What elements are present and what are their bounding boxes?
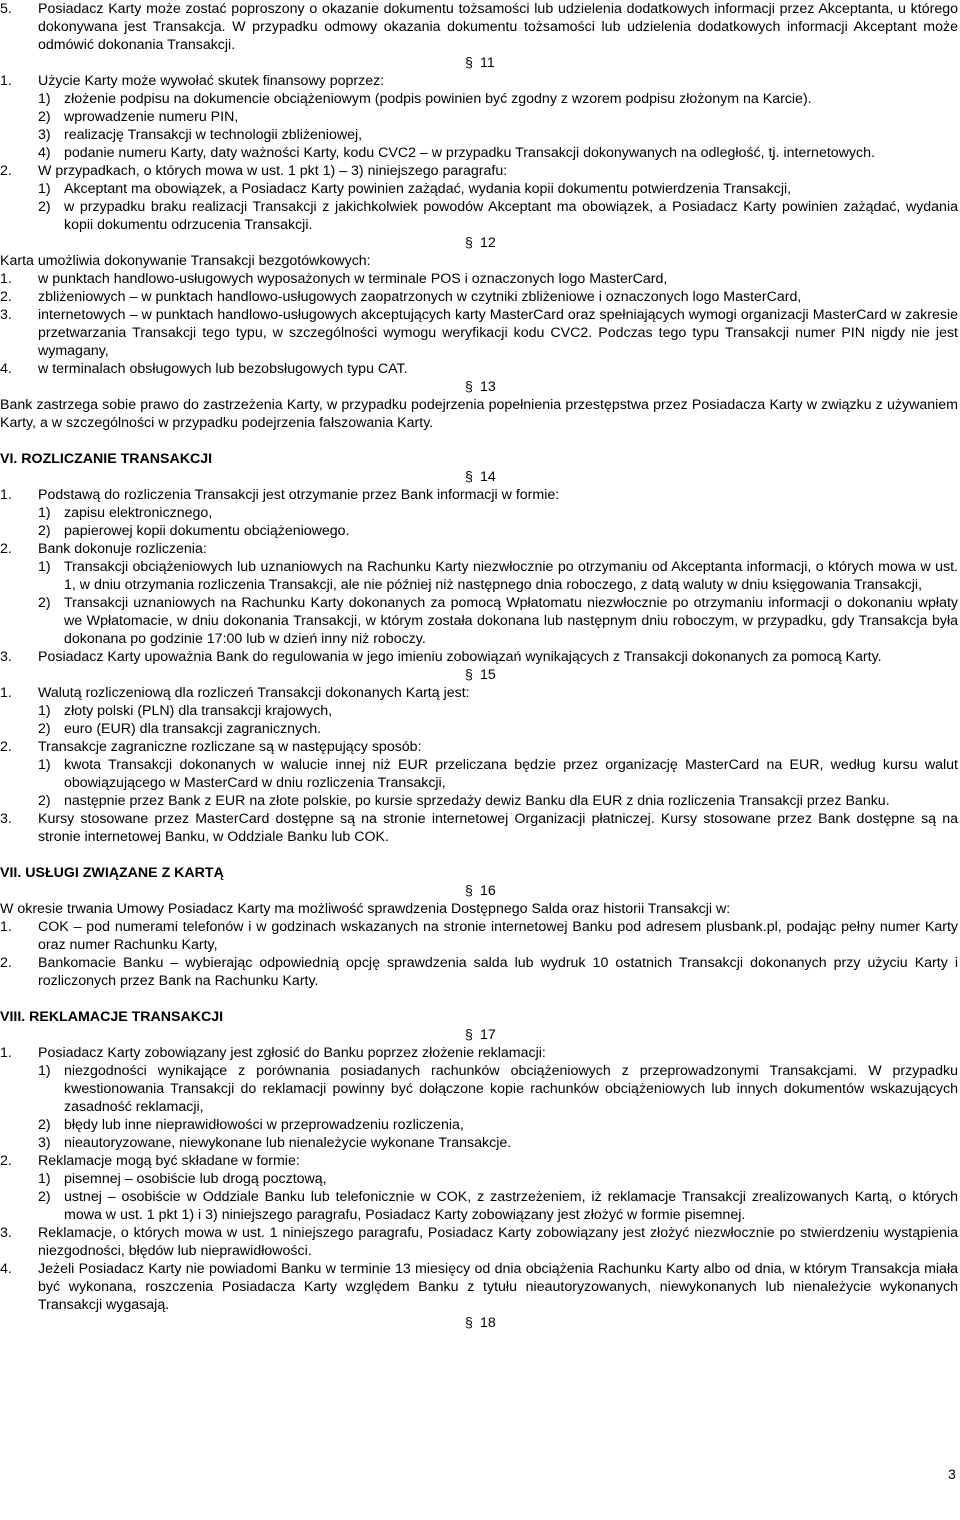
sub-point-number: 1) <box>38 1063 51 1079</box>
sub-point-number: 4) <box>38 145 51 161</box>
sub-point-number: 1) <box>38 505 51 521</box>
sub-point-text: niezgodności wynikające z porównania posiadanych rachunków obciążeniowych z przeprowadzonymi Transakcjami. W przypadku kwestionowania Transakcji do reklamacji powinny być dołączone kopie rachunków obciążeniowych lub innych dokumentów wskazujących zasadność reklamacji, <box>64 1063 958 1115</box>
chapter-heading: VII. USŁUGI ZWIĄZANE Z KARTĄ <box>0 865 224 881</box>
sub-point <box>0 792 958 810</box>
paragraph: Bank zastrzega sobie prawo do zastrzeżenia Karty, w przypadku podejrzenia popełnienia przestępstwa przez Posiadacza Karty w związku z używaniem Karty, a w szczególności w przypadku podejrzenia fałszowania Karty. <box>0 397 958 431</box>
section-sign: § <box>465 667 473 683</box>
sub-point-text: nieautoryzowane, niewykonane lub nienależycie wykonane Transakcje. <box>64 1135 512 1151</box>
paragraph-number: 2. <box>0 739 12 755</box>
section-sign-heading <box>0 378 958 396</box>
sub-point-text: Transakcji uznaniowych na Rachunku Karty dokonanych za pomocą Wpłatomatu niezwłocznie po otrzymaniu informacji o dokonaniu wpłaty we Wpłatomacie, w dniu dokonania Transakcji, w którym została dokonana lub następnym dniu roboczym, w przypadku, gdy Transakcja była dokonana po godzinie 17:00 lub w dzień inny niż roboczy. <box>64 595 958 647</box>
section-sign-heading <box>0 468 958 486</box>
sub-point <box>0 504 958 522</box>
sub-point <box>0 1062 958 1116</box>
paragraph-number: 1. <box>0 685 12 701</box>
paragraph-text: Bank dokonuje rozliczenia: <box>38 541 207 557</box>
numbered-paragraph <box>0 162 958 180</box>
paragraph-text: Posiadacz Karty upoważnia Bank do regulowania w jego imieniu zobowiązań wynikających z Transakcji dokonanych za pomocą Karty. <box>38 649 882 665</box>
section-sign-heading <box>0 882 958 900</box>
numbered-paragraph <box>0 72 958 90</box>
paragraph-text: Podstawą do rozliczenia Transakcji jest otrzymanie przez Bank informacji w formie: <box>38 487 560 503</box>
numbered-paragraph <box>0 684 958 702</box>
sub-point-text: pisemnej – osobiście lub drogą pocztową, <box>64 1171 327 1187</box>
sub-point-number: 2) <box>38 523 51 539</box>
sub-point-number: 2) <box>38 199 51 215</box>
sub-point-text: błędy lub inne nieprawidłowości w przeprowadzeniu rozliczenia, <box>64 1117 464 1133</box>
sub-point <box>0 180 958 198</box>
numbered-paragraph <box>0 1224 958 1260</box>
sub-point-number: 2) <box>38 109 51 125</box>
section-sign: § <box>465 1027 473 1043</box>
section-number: 16 <box>480 883 496 899</box>
sub-point-number: 1) <box>38 559 51 575</box>
sub-point-number: 1) <box>38 181 51 197</box>
numbered-paragraph <box>0 810 958 846</box>
sub-point-number: 1) <box>38 91 51 107</box>
sub-point <box>0 144 958 162</box>
sub-point-text: złożenie podpisu na dokumencie obciążeniowym (podpis powinien być zgodny z wzorem podpisu złożonym na Karcie). <box>64 91 812 107</box>
section-sign: § <box>465 379 473 395</box>
numbered-paragraph <box>0 0 958 54</box>
section-sign: § <box>465 1315 473 1331</box>
sub-point <box>0 1170 958 1188</box>
list-item <box>0 306 958 360</box>
sub-point <box>0 126 958 144</box>
sub-point-text: podanie numeru Karty, daty ważności Karty, kodu CVC2 – w przypadku Transakcji dokonywanych na odległość, tj. internetowych. <box>64 145 875 161</box>
numbered-paragraph <box>0 1260 958 1314</box>
sub-point-number: 2) <box>38 595 51 611</box>
section-number: 17 <box>480 1027 496 1043</box>
section-sign: § <box>465 55 473 71</box>
paragraph-text: Użycie Karty może wywołać skutek finansowy poprzez: <box>38 73 385 89</box>
sub-point-text: papierowej kopii dokumentu obciążeniowego. <box>64 523 350 539</box>
sub-point-number: 3) <box>38 1135 51 1151</box>
sub-point-text: następnie przez Bank z EUR na złote polskie, po kursie sprzedaży dewiz Banku dla EUR z dnia rozliczenia Transakcji przez Banku. <box>64 793 890 809</box>
sub-point <box>0 90 958 108</box>
section-sign-heading <box>0 1026 958 1044</box>
paragraph-text: Posiadacz Karty zobowiązany jest zgłosić do Banku poprzez złożenie reklamacji: <box>38 1045 546 1061</box>
sub-point <box>0 756 958 792</box>
sub-point <box>0 558 958 594</box>
paragraph-number: 2. <box>0 1153 12 1169</box>
spacer <box>0 432 958 450</box>
paragraph-text: Reklamacje, o których mowa w ust. 1 niniejszego paragrafu, Posiadacz Karty zobowiązany jest złożyć niezwłocznie po stwierdzeniu wystąpienia niezgodności, błędów lub nieprawidłowości. <box>38 1225 958 1259</box>
sub-point <box>0 522 958 540</box>
section-sign-heading <box>0 666 958 684</box>
sub-point-text: kwota Transakcji dokonanych w walucie innej niż EUR przeliczana będzie przez organizację MasterCard na EUR, według kursu walut obowiązującego w MasterCard w dniu rozliczenia Transakcji, <box>64 757 958 791</box>
paragraph-number: 4. <box>0 1261 12 1277</box>
list-item-number: 2. <box>0 289 12 305</box>
paragraph-text: Reklamacje mogą być składane w formie: <box>38 1153 300 1169</box>
sub-point <box>0 594 958 648</box>
sub-point <box>0 108 958 126</box>
list-item-number: 2. <box>0 955 12 971</box>
paragraph-number: 1. <box>0 487 12 503</box>
paragraph-number: 3. <box>0 649 12 665</box>
list-item-text: w terminalach obsługowych lub bezobsługowych typu CAT. <box>38 361 408 377</box>
paragraph-text: Jeżeli Posiadacz Karty nie powiadomi Banku w terminie 13 miesięcy od dnia obciążenia Rachunku Karty albo od dnia, w którym Transakcja miała być wykonana, roszczenia Posiadacza Karty względem Banku z tytułu nieautoryzowanych, niewykonanych lub nienależycie wykonanych Transakcji wygasają. <box>38 1261 958 1313</box>
sub-point-number: 1) <box>38 757 51 773</box>
sub-point <box>0 720 958 738</box>
chapter-heading: VIII. REKLAMACJE TRANSAKCJI <box>0 1009 224 1025</box>
chapter-heading: VI. ROZLICZANIE TRANSAKCJI <box>0 451 213 467</box>
paragraph-number: 1. <box>0 73 12 89</box>
sub-point <box>0 1188 958 1224</box>
sub-point-text: ustnej – osobiście w Oddziale Banku lub telefonicznie w COK, z zastrzeżeniem, iż reklamacje Transakcji zrealizowanych Kartą, o których mowa w ust. 1 pkt 1) i 3) niniejszego paragrafu, Posiadacz Karty zobowiązany jest złożyć w formie pisemnej. <box>64 1189 958 1223</box>
page-number: 3 <box>948 1467 956 1483</box>
list-item <box>0 918 958 954</box>
paragraph-text: Kursy stosowane przez MasterCard dostępne są na stronie internetowej Organizacji płatniczej. Kursy stosowane przez Bank dostępne są na stronie internetowej Banku, w Oddziale Banku lub COK. <box>38 811 958 845</box>
sub-point-number: 2) <box>38 1189 51 1205</box>
paragraph-number: 2. <box>0 541 12 557</box>
sub-point <box>0 702 958 720</box>
section-number: 13 <box>480 379 496 395</box>
numbered-paragraph <box>0 486 958 504</box>
sub-point <box>0 198 958 234</box>
section-number: 15 <box>480 667 496 683</box>
section-number: 18 <box>480 1315 496 1331</box>
sub-point-number: 2) <box>38 1117 51 1133</box>
list-item-text: internetowych – w punktach handlowo-usługowych akceptujących karty MasterCard oraz spełniających wymogi organizacji MasterCard w zakresie przetwarzania Transakcji tego typu, w szczególności wymogu weryfikacji kodu CVC2. Podczas tego typu Transakcji numer PIN nigdy nie jest wymagany, <box>38 307 958 359</box>
section-sign-heading <box>0 1314 958 1332</box>
numbered-paragraph <box>0 540 958 558</box>
section-sign: § <box>465 883 473 899</box>
list-item <box>0 360 958 378</box>
list-item-number: 1. <box>0 919 12 935</box>
sub-point-number: 3) <box>38 127 51 143</box>
sub-point-number: 1) <box>38 703 51 719</box>
list-item-text: w punktach handlowo-usługowych wyposażonych w terminale POS i oznaczonych logo MasterCard, <box>38 271 668 287</box>
sub-point-text: złoty polski (PLN) dla transakcji krajowych, <box>64 703 333 719</box>
paragraph-number: 5. <box>0 1 12 17</box>
section-sign-heading <box>0 234 958 252</box>
sub-point-text: w przypadku braku realizacji Transakcji z jakichkolwiek powodów Akceptant ma obowiązek, a Posiadacz Karty powinien zażądać, wydania kopii dokumentu odrzucenia Transakcji. <box>64 199 958 233</box>
sub-point-number: 1) <box>38 1171 51 1187</box>
section-sign: § <box>465 235 473 251</box>
list-item-number: 1. <box>0 271 12 287</box>
numbered-paragraph <box>0 648 958 666</box>
paragraph: W okresie trwania Umowy Posiadacz Karty ma możliwość sprawdzenia Dostępnego Salda oraz historii Transakcji w: <box>0 901 731 917</box>
section-number: 14 <box>480 469 496 485</box>
list-item-number: 3. <box>0 307 12 323</box>
paragraph: Karta umożliwia dokonywanie Transakcji bezgotówkowych: <box>0 253 371 269</box>
sub-point-text: zapisu elektronicznego, <box>64 505 213 521</box>
paragraph-number: 3. <box>0 1225 12 1241</box>
numbered-paragraph <box>0 738 958 756</box>
list-item <box>0 954 958 990</box>
paragraph-text: Posiadacz Karty może zostać poproszony o okazanie dokumentu tożsamości lub udzielenia dodatkowych informacji przez Akceptanta, u którego dokonywana jest Transakcja. W przypadku odmowy okazania dokumentu tożsamości lub udzielenia dodatkowych informacji Akceptant może odmówić dokonania Transakcji. <box>38 1 958 53</box>
list-item-text: Bankomacie Banku – wybierając odpowiednią opcję sprawdzenia salda lub wydruk 10 ostatnich Transakcji dokonanych przy użyciu Karty i rozliczonych przez Bank na Rachunku Karty. <box>38 955 958 989</box>
paragraph-text: Transakcje zagraniczne rozliczane są w następujący sposób: <box>38 739 422 755</box>
sub-point-text: Transakcji obciążeniowych lub uznaniowych na Rachunku Karty niezwłocznie po otrzymaniu od Akceptanta informacji, o których mowa w ust. 1, w dniu otrzymania rozliczenia Transakcji, ale nie później niż następnego dnia roboczego, z datą waluty w dniu księgowania Transakcji, <box>64 559 958 593</box>
sub-point-text: euro (EUR) dla transakcji zagranicznych. <box>64 721 322 737</box>
paragraph-number: 1. <box>0 1045 12 1061</box>
sub-point <box>0 1134 958 1152</box>
list-item-text: COK – pod numerami telefonów i w godzinach wskazanych na stronie internetowej Banku pod adresem plusbank.pl, podając pełny numer Karty oraz numer Rachunku Karty, <box>38 919 958 953</box>
list-item-number: 4. <box>0 361 12 377</box>
sub-point-text: realizację Transakcji w technologii zbliżeniowej, <box>64 127 363 143</box>
section-number: 11 <box>480 55 495 71</box>
paragraph-number: 3. <box>0 811 12 827</box>
paragraph-number: 2. <box>0 163 12 179</box>
paragraph-text: W przypadkach, o których mowa w ust. 1 pkt 1) – 3) niniejszego paragrafu: <box>38 163 508 179</box>
spacer <box>0 846 958 864</box>
section-sign: § <box>465 469 473 485</box>
list-item-text: zbliżeniowych – w punktach handlowo-usługowych zaopatrzonych w czytniki zbliżeniowe i oznaczonych logo MasterCard, <box>38 289 802 305</box>
paragraph-text: Walutą rozliczeniową dla rozliczeń Transakcji dokonanych Kartą jest: <box>38 685 470 701</box>
sub-point-text: wprowadzenie numeru PIN, <box>64 109 239 125</box>
spacer <box>0 990 958 1008</box>
list-item <box>0 270 958 288</box>
sub-point-number: 2) <box>38 793 51 809</box>
sub-point <box>0 1116 958 1134</box>
section-number: 12 <box>480 235 496 251</box>
numbered-paragraph <box>0 1044 958 1062</box>
sub-point-number: 2) <box>38 721 51 737</box>
section-sign-heading <box>0 54 958 72</box>
numbered-paragraph <box>0 1152 958 1170</box>
list-item <box>0 288 958 306</box>
sub-point-text: Akceptant ma obowiązek, a Posiadacz Karty powinien zażądać, wydania kopii dokumentu potwierdzenia Transakcji, <box>64 181 792 197</box>
